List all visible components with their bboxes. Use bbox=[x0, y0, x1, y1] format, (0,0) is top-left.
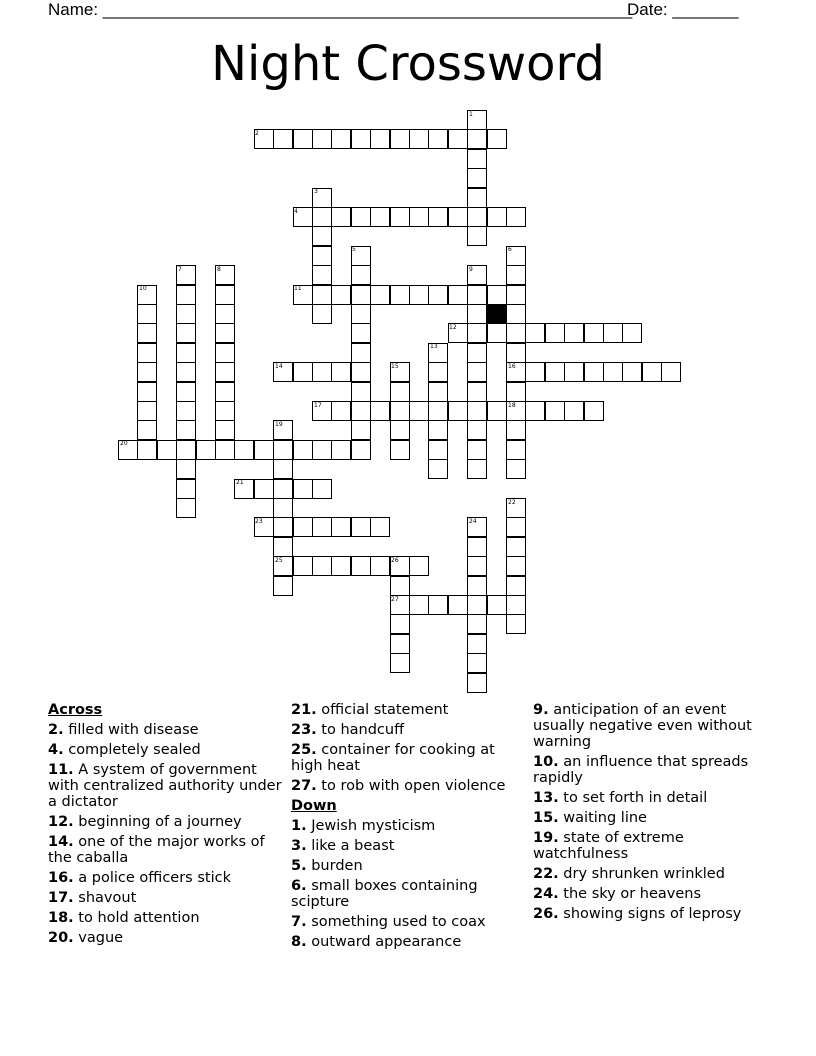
grid-cell[interactable] bbox=[467, 129, 487, 149]
clue-across-23: 23. to handcuff bbox=[291, 722, 405, 738]
grid-cell[interactable] bbox=[370, 129, 390, 149]
grid-cell[interactable] bbox=[428, 285, 448, 305]
clue-number-5: 5 bbox=[352, 246, 356, 253]
grid-cell[interactable] bbox=[467, 595, 487, 615]
grid-cell[interactable] bbox=[428, 207, 448, 227]
grid-cell[interactable] bbox=[351, 517, 371, 537]
grid-cell[interactable] bbox=[487, 401, 507, 421]
grid-cell[interactable] bbox=[215, 401, 235, 421]
grid-cell[interactable] bbox=[312, 440, 332, 460]
grid-cell[interactable] bbox=[137, 304, 157, 324]
grid-cell[interactable] bbox=[137, 440, 157, 460]
grid-cell[interactable] bbox=[564, 362, 584, 382]
grid-cell[interactable] bbox=[273, 479, 293, 499]
grid-cell[interactable] bbox=[506, 265, 526, 285]
grid-cell[interactable] bbox=[506, 537, 526, 557]
clue-across-2: 2. filled with disease bbox=[48, 722, 199, 738]
grid-cell[interactable] bbox=[506, 207, 526, 227]
grid-cell[interactable] bbox=[409, 556, 429, 576]
grid-cell[interactable] bbox=[273, 129, 293, 149]
clue-down-1: 1. Jewish mysticism bbox=[291, 818, 436, 834]
grid-cell[interactable] bbox=[273, 576, 293, 596]
clue-across-20: 20. vague bbox=[48, 930, 124, 946]
grid-cell[interactable] bbox=[351, 440, 371, 460]
grid-cell[interactable] bbox=[467, 576, 487, 596]
grid-cell[interactable] bbox=[448, 285, 468, 305]
clue-number-2: 2 bbox=[255, 130, 259, 137]
clue-number-25: 25 bbox=[275, 557, 283, 564]
clue-down-26: 26. showing signs of leprosy bbox=[533, 906, 742, 922]
grid-cell[interactable] bbox=[176, 343, 196, 363]
grid-cell[interactable] bbox=[506, 614, 526, 634]
clue-across-18: 18. to hold attention bbox=[48, 910, 200, 926]
clue-across-16: 16. a police officers stick bbox=[48, 870, 231, 886]
grid-cell[interactable] bbox=[545, 323, 565, 343]
clue-number-12: 12 bbox=[449, 324, 457, 331]
grid-cell[interactable] bbox=[215, 323, 235, 343]
clue-number-20: 20 bbox=[120, 440, 128, 447]
grid-cell[interactable] bbox=[370, 556, 390, 576]
grid-cell[interactable] bbox=[215, 440, 235, 460]
grid-cell[interactable] bbox=[390, 576, 410, 596]
grid-cell[interactable] bbox=[467, 207, 487, 227]
grid-cell[interactable] bbox=[351, 129, 371, 149]
grid-cell[interactable] bbox=[370, 517, 390, 537]
grid-cell[interactable] bbox=[467, 634, 487, 654]
grid-cell[interactable] bbox=[467, 226, 487, 246]
grid-cell[interactable] bbox=[331, 440, 351, 460]
grid-cell[interactable] bbox=[176, 459, 196, 479]
grid-cell[interactable] bbox=[312, 265, 332, 285]
clue-down-7: 7. something used to coax bbox=[291, 914, 486, 930]
clue-number-9: 9 bbox=[469, 266, 473, 273]
grid-cell[interactable] bbox=[390, 420, 410, 440]
grid-cell[interactable] bbox=[448, 595, 468, 615]
grid-cell[interactable] bbox=[390, 207, 410, 227]
clue-number-21: 21 bbox=[236, 479, 244, 486]
grid-cell[interactable] bbox=[351, 343, 371, 363]
grid-cell[interactable] bbox=[428, 362, 448, 382]
grid-cell[interactable] bbox=[409, 595, 429, 615]
grid-cell[interactable] bbox=[467, 362, 487, 382]
grid-cell[interactable] bbox=[331, 362, 351, 382]
grid-cell[interactable] bbox=[312, 517, 332, 537]
grid-cell[interactable] bbox=[331, 556, 351, 576]
grid-cell[interactable] bbox=[176, 420, 196, 440]
grid-cell[interactable] bbox=[506, 382, 526, 402]
grid-cell[interactable] bbox=[331, 207, 351, 227]
grid-cell[interactable] bbox=[467, 440, 487, 460]
grid-cell[interactable] bbox=[506, 304, 526, 324]
clue-column-1 bbox=[48, 702, 284, 950]
grid-cell[interactable] bbox=[487, 595, 507, 615]
grid-cell[interactable] bbox=[351, 556, 371, 576]
clue-across-25: 25. container for cooking at high heat bbox=[291, 742, 495, 774]
clue-number-13: 13 bbox=[430, 343, 438, 350]
clue-number-4: 4 bbox=[294, 208, 298, 215]
clue-number-16: 16 bbox=[508, 363, 516, 370]
grid-cell[interactable] bbox=[273, 498, 293, 518]
grid-cell[interactable] bbox=[293, 362, 313, 382]
grid-cell[interactable] bbox=[506, 343, 526, 363]
clue-down-9: 9. anticipation of an event usually negative even without warning bbox=[533, 702, 752, 750]
name-field-line: Name: ________________________________________________________ bbox=[48, 0, 633, 19]
clue-number-24: 24 bbox=[469, 518, 477, 525]
grid-cell[interactable] bbox=[390, 285, 410, 305]
grid-cell[interactable] bbox=[254, 479, 274, 499]
down-heading: Down bbox=[291, 798, 337, 814]
clue-column-2 bbox=[291, 702, 527, 954]
grid-cell[interactable] bbox=[467, 285, 487, 305]
grid-cell[interactable] bbox=[215, 343, 235, 363]
grid-cell[interactable] bbox=[428, 459, 448, 479]
grid-cell[interactable] bbox=[370, 401, 390, 421]
grid-cell[interactable] bbox=[273, 517, 293, 537]
grid-cell[interactable] bbox=[370, 207, 390, 227]
grid-cell[interactable] bbox=[622, 362, 642, 382]
grid-cell[interactable] bbox=[545, 362, 565, 382]
grid-cell[interactable] bbox=[137, 323, 157, 343]
grid-cell[interactable] bbox=[137, 420, 157, 440]
grid-cell[interactable] bbox=[487, 285, 507, 305]
clue-number-26: 26 bbox=[391, 557, 399, 564]
grid-cell[interactable] bbox=[428, 382, 448, 402]
clue-number-6: 6 bbox=[508, 246, 512, 253]
grid-cell[interactable] bbox=[506, 576, 526, 596]
grid-cell[interactable] bbox=[564, 401, 584, 421]
grid-cell[interactable] bbox=[584, 401, 604, 421]
grid-cell[interactable] bbox=[215, 362, 235, 382]
grid-cell[interactable] bbox=[137, 401, 157, 421]
grid-cell[interactable] bbox=[428, 420, 448, 440]
grid-cell[interactable] bbox=[312, 129, 332, 149]
clue-number-23: 23 bbox=[255, 518, 263, 525]
grid-cell[interactable] bbox=[234, 440, 254, 460]
grid-cell[interactable] bbox=[351, 323, 371, 343]
grid-cell[interactable] bbox=[390, 440, 410, 460]
grid-cell[interactable] bbox=[370, 285, 390, 305]
grid-cell[interactable] bbox=[273, 459, 293, 479]
clue-number-3: 3 bbox=[314, 188, 318, 195]
grid-cell[interactable] bbox=[390, 401, 410, 421]
grid-cell[interactable] bbox=[487, 129, 507, 149]
grid-cell[interactable] bbox=[603, 323, 623, 343]
grid-cell[interactable] bbox=[312, 556, 332, 576]
grid-cell[interactable] bbox=[661, 362, 681, 382]
clue-down-22: 22. dry shrunken wrinkled bbox=[533, 866, 725, 882]
clue-number-14: 14 bbox=[275, 363, 283, 370]
grid-cell[interactable] bbox=[293, 129, 313, 149]
grid-cell[interactable] bbox=[312, 304, 332, 324]
grid-cell[interactable] bbox=[409, 285, 429, 305]
grid-cell[interactable] bbox=[506, 595, 526, 615]
clue-across-12: 12. beginning of a journey bbox=[48, 814, 242, 830]
grid-cell[interactable] bbox=[215, 285, 235, 305]
clue-number-1: 1 bbox=[469, 111, 473, 118]
grid-cell[interactable] bbox=[215, 382, 235, 402]
grid-cell[interactable] bbox=[467, 653, 487, 673]
clue-across-4: 4. completely sealed bbox=[48, 742, 201, 758]
grid-cell[interactable] bbox=[351, 207, 371, 227]
grid-cell[interactable] bbox=[545, 401, 565, 421]
grid-cell[interactable] bbox=[390, 382, 410, 402]
grid-cell[interactable] bbox=[312, 246, 332, 266]
page-title: Night Crossword bbox=[211, 36, 605, 92]
date-field-line: Date: _______ bbox=[627, 0, 739, 19]
grid-cell[interactable] bbox=[176, 440, 196, 460]
grid-cell[interactable] bbox=[331, 517, 351, 537]
grid-cell[interactable] bbox=[351, 401, 371, 421]
grid-cell[interactable] bbox=[428, 440, 448, 460]
grid-cell[interactable] bbox=[312, 207, 332, 227]
grid-cell[interactable] bbox=[467, 614, 487, 634]
grid-cell[interactable] bbox=[467, 382, 487, 402]
grid-cell[interactable] bbox=[525, 323, 545, 343]
clue-number-15: 15 bbox=[391, 363, 399, 370]
grid-cell[interactable] bbox=[196, 440, 216, 460]
grid-cell[interactable] bbox=[157, 440, 177, 460]
clue-across-17: 17. shavout bbox=[48, 890, 137, 906]
grid-cell[interactable] bbox=[506, 285, 526, 305]
grid-cell[interactable] bbox=[564, 323, 584, 343]
grid-cell[interactable] bbox=[506, 420, 526, 440]
grid-cell[interactable] bbox=[293, 556, 313, 576]
clue-number-27: 27 bbox=[391, 596, 399, 603]
grid-cell[interactable] bbox=[448, 207, 468, 227]
grid-cell[interactable] bbox=[331, 285, 351, 305]
grid-cell[interactable] bbox=[409, 129, 429, 149]
grid-cell[interactable] bbox=[506, 323, 526, 343]
grid-cell[interactable] bbox=[137, 362, 157, 382]
clue-number-10: 10 bbox=[139, 285, 147, 292]
clue-down-24: 24. the sky or heavens bbox=[533, 886, 702, 902]
grid-cell[interactable] bbox=[467, 323, 487, 343]
grid-cell[interactable] bbox=[448, 129, 468, 149]
grid-cell[interactable] bbox=[467, 401, 487, 421]
grid-cell[interactable] bbox=[448, 401, 468, 421]
clue-number-8: 8 bbox=[217, 266, 221, 273]
grid-cell[interactable] bbox=[351, 304, 371, 324]
grid-cell[interactable] bbox=[312, 479, 332, 499]
grid-cell[interactable] bbox=[293, 517, 313, 537]
grid-cell[interactable] bbox=[215, 304, 235, 324]
grid-cell[interactable] bbox=[506, 459, 526, 479]
clue-across-14: 14. one of the major works of the caballa bbox=[48, 834, 265, 866]
grid-cell[interactable] bbox=[428, 595, 448, 615]
grid-cell[interactable] bbox=[176, 323, 196, 343]
grid-cell[interactable] bbox=[351, 382, 371, 402]
grid-cell[interactable] bbox=[467, 459, 487, 479]
grid-cell[interactable] bbox=[467, 537, 487, 557]
grid-cell[interactable] bbox=[137, 343, 157, 363]
grid-cell[interactable] bbox=[390, 129, 410, 149]
grid-cell[interactable] bbox=[642, 362, 662, 382]
grid-cell[interactable] bbox=[390, 653, 410, 673]
grid-cell[interactable] bbox=[467, 556, 487, 576]
grid-cell[interactable] bbox=[176, 362, 196, 382]
clue-down-5: 5. burden bbox=[291, 858, 363, 874]
grid-cell[interactable] bbox=[428, 129, 448, 149]
grid-cell[interactable] bbox=[176, 479, 196, 499]
clue-down-19: 19. state of extreme watchfulness bbox=[533, 830, 684, 862]
grid-cell[interactable] bbox=[584, 323, 604, 343]
clue-number-7: 7 bbox=[178, 266, 182, 273]
grid-cell[interactable] bbox=[506, 517, 526, 537]
grid-cell[interactable] bbox=[525, 401, 545, 421]
grid-cell[interactable] bbox=[467, 304, 487, 324]
grid-cell[interactable] bbox=[312, 285, 332, 305]
grid-cell[interactable] bbox=[506, 440, 526, 460]
grid-cell[interactable] bbox=[467, 149, 487, 169]
grid-cell[interactable] bbox=[467, 188, 487, 208]
clue-number-19: 19 bbox=[275, 421, 283, 428]
grid-cell[interactable] bbox=[351, 265, 371, 285]
grid-cell[interactable] bbox=[273, 440, 293, 460]
grid-cell[interactable] bbox=[525, 362, 545, 382]
grid-cell[interactable] bbox=[487, 323, 507, 343]
grid-cell[interactable] bbox=[254, 440, 274, 460]
grid-cell[interactable] bbox=[331, 129, 351, 149]
grid-cell[interactable] bbox=[176, 382, 196, 402]
grid-cell[interactable] bbox=[467, 420, 487, 440]
clue-across-11: 11. A system of government with centralized authority under a dictator bbox=[48, 762, 282, 810]
grid-cell[interactable] bbox=[467, 168, 487, 188]
grid-cell[interactable] bbox=[312, 362, 332, 382]
clue-down-8: 8. outward appearance bbox=[291, 934, 462, 950]
across-heading: Across bbox=[48, 702, 103, 718]
clue-across-21: 21. official statement bbox=[291, 702, 449, 718]
grid-cell[interactable] bbox=[215, 420, 235, 440]
grid-cell[interactable] bbox=[176, 401, 196, 421]
grid-cell[interactable] bbox=[351, 420, 371, 440]
grid-cell[interactable] bbox=[351, 285, 371, 305]
grid-cell[interactable] bbox=[293, 440, 313, 460]
clue-number-18: 18 bbox=[508, 402, 516, 409]
grid-cell[interactable] bbox=[137, 382, 157, 402]
grid-cell[interactable] bbox=[428, 401, 448, 421]
grid-cell[interactable] bbox=[390, 634, 410, 654]
grid-cell[interactable] bbox=[312, 226, 332, 246]
grid-cell[interactable] bbox=[487, 207, 507, 227]
grid-cell[interactable] bbox=[622, 323, 642, 343]
clue-number-11: 11 bbox=[294, 285, 302, 292]
grid-cell[interactable] bbox=[351, 362, 371, 382]
clue-number-22: 22 bbox=[508, 499, 516, 506]
grid-cell[interactable] bbox=[273, 537, 293, 557]
clue-down-15: 15. waiting line bbox=[533, 810, 647, 826]
grid-cell[interactable] bbox=[584, 362, 604, 382]
grid-cell[interactable] bbox=[176, 285, 196, 305]
clue-down-6: 6. small boxes containing scipture bbox=[291, 878, 478, 910]
clue-number-17: 17 bbox=[314, 402, 322, 409]
clue-down-13: 13. to set forth in detail bbox=[533, 790, 708, 806]
grid-cell[interactable] bbox=[467, 343, 487, 363]
grid-cell[interactable] bbox=[409, 207, 429, 227]
grid-cell[interactable] bbox=[293, 479, 313, 499]
clue-across-27: 27. to rob with open violence bbox=[291, 778, 506, 794]
grid-cell[interactable] bbox=[176, 498, 196, 518]
grid-cell[interactable] bbox=[409, 401, 429, 421]
clue-down-3: 3. like a beast bbox=[291, 838, 395, 854]
grid-cell[interactable] bbox=[603, 362, 623, 382]
clue-down-10: 10. an influence that spreads rapidly bbox=[533, 754, 749, 786]
grid-cell[interactable] bbox=[506, 556, 526, 576]
grid-cell[interactable] bbox=[176, 304, 196, 324]
grid-cell[interactable] bbox=[331, 401, 351, 421]
grid-cell[interactable] bbox=[467, 673, 487, 693]
clue-column-3 bbox=[533, 702, 769, 926]
black-cell bbox=[487, 304, 507, 324]
grid-cell[interactable] bbox=[390, 614, 410, 634]
